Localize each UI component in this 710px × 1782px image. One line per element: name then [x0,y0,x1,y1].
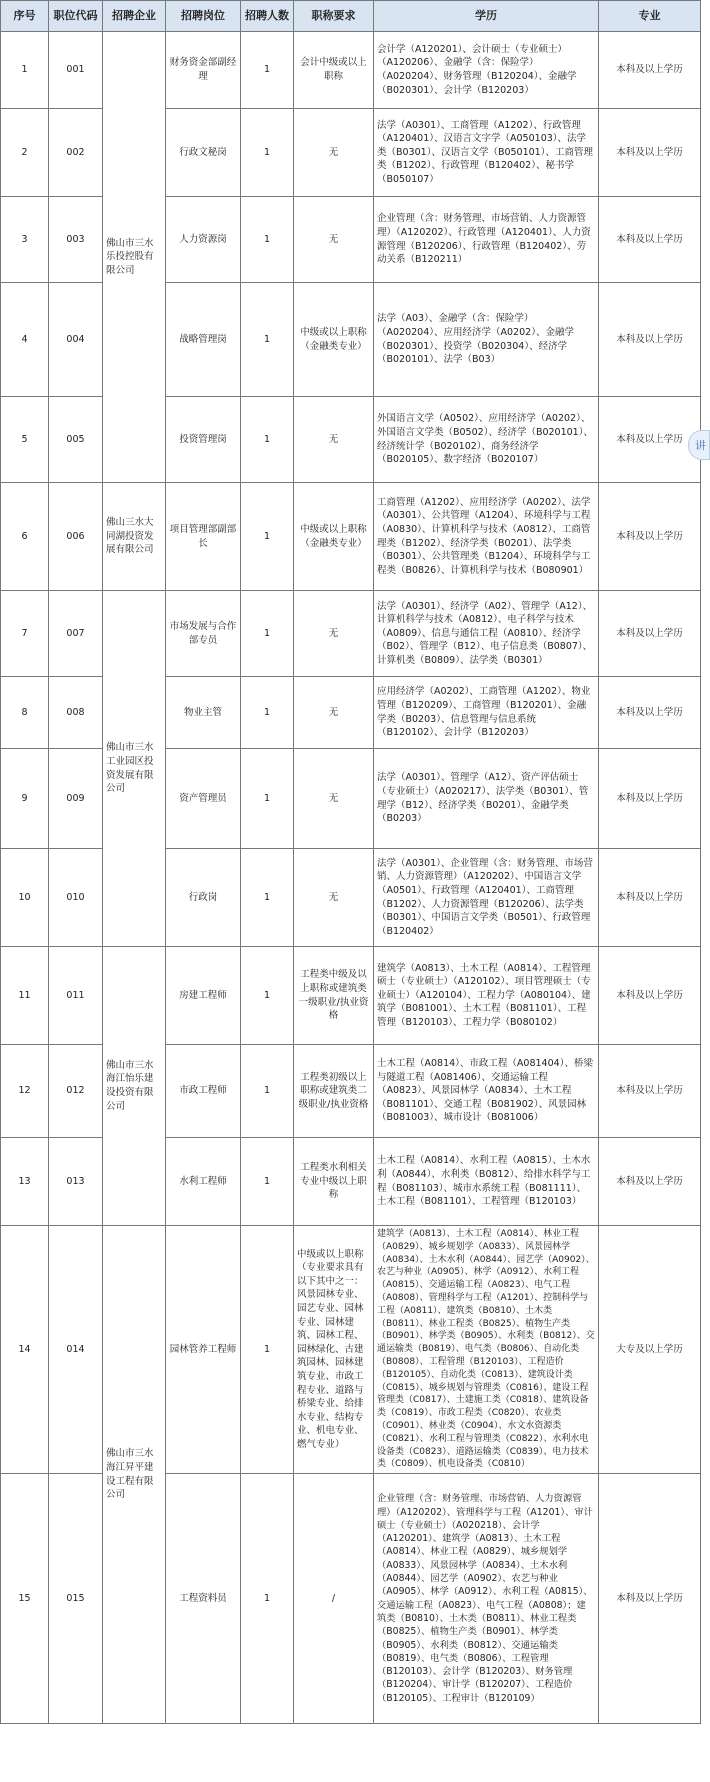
side-float-tab-label: 讲 [695,439,706,452]
cell-code: 002 [49,109,103,197]
cell-education: 企业管理（含：财务管理、市场营销、人力资源管理）（A120202）、管理科学与工程（A1201）、审计硕士（专业硕士）（A020218）、会计学（A120201）、建筑学（A0813）、土木工程（A0814）、林业工程（A0829）、城乡规划学（A0833）、风景园林学（A0834）、土木水利（A0844）、园艺学（A0902）、农艺与种业（A0905）、林学（A0912）、水利工程（A0815）、交通运输工程（A0823）、电气工程（A0808）；建筑类（B0810）、土木类（B0811）、林业工程类（B0825）、植物生产类（B0901）、林学类（B0905）、水利类（B0812）、交通运输类（B0819）、电气类（B0806）、工程管理（B120103）、会计学（B120203）、财务管理（B120204）、审计学（B120207）、工程造价（B120105）、工程审计（B120109） [374,1474,599,1724]
cell-no: 6 [1,483,49,591]
cell-code: 004 [49,283,103,397]
cell-no: 13 [1,1138,49,1226]
cell-major: 本科及以上学历 [599,397,701,483]
cell-title-req: / [294,1474,374,1724]
cell-count: 1 [241,483,294,591]
cell-education: 法学（A0301）、管理学（A12）、资产评估硕士（专业硕士）（A020217）、法学类（B0301）、管理学（B12）、经济学类（B0201）、金融学类（B0203） [374,749,599,849]
cell-education: 土木工程（A0814）、市政工程（A081404）、桥梁与隧道工程（A081406）、交通运输工程（A0823）、风景园林学（A0834）、土木工程（B081101）、交通工程（B081902）、风景园林（B081003）、城市设计（B081006） [374,1045,599,1138]
table-row [1,591,701,677]
cell-major: 本科及以上学历 [599,1045,701,1138]
cell-no: 4 [1,283,49,397]
cell-code: 005 [49,397,103,483]
cell-code: 006 [49,483,103,591]
cell-title-req: 无 [294,197,374,283]
cell-count: 1 [241,677,294,749]
cell-education: 会计学（A120201）、会计硕士（专业硕士）（A120206）、金融学（含：保险学）（A020204）、财务管理（B120204）、金融学（B020301）、会计学（B120203） [374,32,599,109]
cell-title-req: 工程类中级及以上职称或建筑类一级职业/执业资格 [294,947,374,1045]
cell-count: 1 [241,197,294,283]
cell-major: 本科及以上学历 [599,849,701,947]
cell-education: 法学（A0301）、经济学（A02）、管理学（A12）、计算机科学与技术（A0812）、电子科学与技术（A0809）、信息与通信工程（A0810）、经济学（B02）、管理学（B12）、电子信息类（B0807）、计算机类（B0809）、法学类（B0301） [374,591,599,677]
cell-no: 12 [1,1045,49,1138]
cell-title-req: 中级或以上职称（金融类专业） [294,483,374,591]
cell-company: 佛山三水大同湖投资发展有限公司 [103,483,166,591]
cell-code: 007 [49,591,103,677]
cell-code: 015 [49,1474,103,1724]
side-float-tab[interactable] [688,430,710,460]
cell-title-req: 会计中级或以上职称 [294,32,374,109]
cell-title-req: 中级或以上职称（金融类专业） [294,283,374,397]
cell-title-req: 无 [294,397,374,483]
cell-post: 战略管理岗 [166,283,241,397]
cell-major: 本科及以上学历 [599,1138,701,1226]
cell-education: 法学（A0301）、工商管理（A1202）、行政管理（A120401）、汉语言文字学（A050103）、法学类（B0301）、汉语言文学（B050101）、工商管理类（B1202）、行政管理（B120402）、秘书学（B050107） [374,109,599,197]
header-education: 学历 [374,1,599,32]
cell-count: 1 [241,32,294,109]
cell-code: 012 [49,1045,103,1138]
cell-major: 本科及以上学历 [599,1474,701,1724]
cell-major: 本科及以上学历 [599,749,701,849]
cell-post: 投资管理岗 [166,397,241,483]
cell-company: 佛山市三水工业园区投资发展有限公司 [103,591,166,947]
cell-code: 013 [49,1138,103,1226]
cell-education: 建筑学（A0813）、土木工程（A0814）、工程管理硕士（专业硕士）（A120102）、项目管理硕士（专业硕士）（A120104）、工程力学（A080104）、建筑学（B081001）、土木工程（B081101）、工程管理（B120103）、工程力学（B080102） [374,947,599,1045]
cell-major: 本科及以上学历 [599,591,701,677]
table-row [1,1226,701,1474]
cell-post: 行政岗 [166,849,241,947]
cell-no: 7 [1,591,49,677]
cell-title-req: 中级或以上职称（专业要求具有以下其中之一：风景园林专业、园艺专业、园林专业、园林建筑、园林工程、园林绿化、古建筑园林、园林建筑专业、市政工程专业、道路与桥梁专业、给排水专业、结构专业、机电专业、燃气专业） [294,1226,374,1474]
cell-code: 009 [49,749,103,849]
cell-company: 佛山市三水海江昇平建设工程有限公司 [103,1226,166,1724]
cell-title-req: 无 [294,849,374,947]
cell-count: 1 [241,283,294,397]
cell-count: 1 [241,1226,294,1474]
cell-post: 房建工程师 [166,947,241,1045]
cell-no: 5 [1,397,49,483]
cell-title-req: 无 [294,109,374,197]
cell-education: 法学（A0301）、企业管理（含：财务管理、市场营销、人力资源管理）（A120202）、中国语言文学（A0501）、行政管理（A120401）、工商管理（B1202）、人力资源管理（B120206）、法学类（B0301）、中国语言文学类（B0501）、行政管理（B120402） [374,849,599,947]
header-title-req: 职称要求 [294,1,374,32]
cell-education: 建筑学（A0813）、土木工程（A0814）、林业工程（A0829）、城乡规划学（A0833）、风景园林学（A0834）、土木水利（A0844）、园艺学（A0902）、农艺与种业（A0905）、林学（A0912）、水利工程（A0815）、交通运输工程（A0823）、电气工程（A0808）、管理科学与工程（A1201）、控制科学与工程（A0811）、建筑类（B0810）、土木类（B0811）、林业工程类（B0825）、植物生产类（B0901）、林学类（B0905）、水利类（B0812）、交通运输类（B0819）、电气类（B0806）、自动化类（B0808）、工程管理（B120103）、工程造价（B120105）、自动化类（C0813）、建筑设计类（C0815）、城乡规划与管理类（C0816）、建设工程管理类（C0817）、土建施工类（C0818）、建筑设备类（C0819）、市政工程类（C0820）、农业类（C0901）、林业类（C0904）、水文水资源类（C0821）、水利工程与管理类（C0822）、水利水电设备类（C0823）、道路运输类（C0839）、电力技术类（C0809）、机电设备类（C0810） [374,1226,599,1474]
cell-education: 土木工程（A0814）、水利工程（A0815）、土木水利（A0844）、水利类（B0812）、给排水科学与工程（B081103）、城市水系统工程（B081111）、土木工程（B081101）、工程管理（B120103） [374,1138,599,1226]
cell-title-req: 无 [294,749,374,849]
cell-count: 1 [241,849,294,947]
cell-no: 1 [1,32,49,109]
cell-no: 14 [1,1226,49,1474]
cell-code: 003 [49,197,103,283]
cell-education: 应用经济学（A0202）、工商管理（A1202）、物业管理（B120209）、工商管理（B120201）、金融学类（B0203）、信息管理与信息系统（B120102）、会计学（B120203） [374,677,599,749]
cell-code: 001 [49,32,103,109]
cell-count: 1 [241,1138,294,1226]
cell-title-req: 工程类初级以上职称或建筑类二级职业/执业资格 [294,1045,374,1138]
cell-post: 人力资源岗 [166,197,241,283]
cell-count: 1 [241,1474,294,1724]
cell-major: 本科及以上学历 [599,947,701,1045]
header-no: 序号 [1,1,49,32]
cell-no: 10 [1,849,49,947]
cell-company: 佛山市三水乐投控股有限公司 [103,32,166,483]
cell-post: 市场发展与合作部专员 [166,591,241,677]
cell-code: 014 [49,1226,103,1474]
header-company: 招聘企业 [103,1,166,32]
cell-major: 本科及以上学历 [599,283,701,397]
cell-post: 物业主管 [166,677,241,749]
cell-major: 本科及以上学历 [599,197,701,283]
cell-no: 11 [1,947,49,1045]
header-count: 招聘人数 [241,1,294,32]
cell-post: 水利工程师 [166,1138,241,1226]
cell-count: 1 [241,749,294,849]
cell-education: 法学（A03）、金融学（含：保险学）（A020204）、应用经济学（A0202）、金融学（B020301）、投资学（B020304）、经济学（B020101）、法学（B03） [374,283,599,397]
cell-no: 2 [1,109,49,197]
cell-title-req: 无 [294,677,374,749]
cell-major: 本科及以上学历 [599,483,701,591]
cell-code: 010 [49,849,103,947]
cell-code: 008 [49,677,103,749]
cell-education: 外国语言文学（A0502）、应用经济学（A0202）、外国语言文学类（B0502）、经济学（B020101）、经济统计学（B020102）、商务经济学（B020105）、数字经济（B020107） [374,397,599,483]
table-header-row [1,1,701,32]
cell-count: 1 [241,1045,294,1138]
cell-post: 项目管理部副部长 [166,483,241,591]
cell-post: 市政工程师 [166,1045,241,1138]
cell-post: 园林管养工程师 [166,1226,241,1474]
cell-major: 本科及以上学历 [599,677,701,749]
cell-post: 工程资料员 [166,1474,241,1724]
cell-major: 大专及以上学历 [599,1226,701,1474]
cell-post: 资产管理员 [166,749,241,849]
cell-no: 15 [1,1474,49,1724]
cell-major: 本科及以上学历 [599,109,701,197]
cell-no: 8 [1,677,49,749]
cell-post: 财务资金部副经理 [166,32,241,109]
header-major: 专业 [599,1,701,32]
cell-company: 佛山市三水海江怡乐建设投资有限公司 [103,947,166,1226]
table-row [1,947,701,1045]
cell-title-req: 工程类水利相关专业中级以上职称 [294,1138,374,1226]
cell-count: 1 [241,591,294,677]
header-post: 招聘岗位 [166,1,241,32]
cell-count: 1 [241,109,294,197]
table-row [1,483,701,591]
cell-education: 企业管理（含：财务管理、市场营销、人力资源管理）（A120202）、行政管理（A120401）、人力资源管理（B120206）、行政管理（B120402）、劳动关系（B120211） [374,197,599,283]
cell-title-req: 无 [294,591,374,677]
cell-count: 1 [241,947,294,1045]
cell-post: 行政文秘岗 [166,109,241,197]
cell-major: 本科及以上学历 [599,32,701,109]
cell-no: 3 [1,197,49,283]
cell-education: 工商管理（A1202）、应用经济学（A0202）、法学（A0301）、公共管理（A1204）、环境科学与工程（A0830）、计算机科学与技术（A0812）、工商管理类（B1202）、经济学类（B0201）、法学类（B0301）、公共管理类（B1204）、环境科学与工程类（B0826）、计算机科学与技术（B080901） [374,483,599,591]
cell-count: 1 [241,397,294,483]
header-code: 职位代码 [49,1,103,32]
table-row [1,32,701,109]
cell-code: 011 [49,947,103,1045]
cell-no: 9 [1,749,49,849]
